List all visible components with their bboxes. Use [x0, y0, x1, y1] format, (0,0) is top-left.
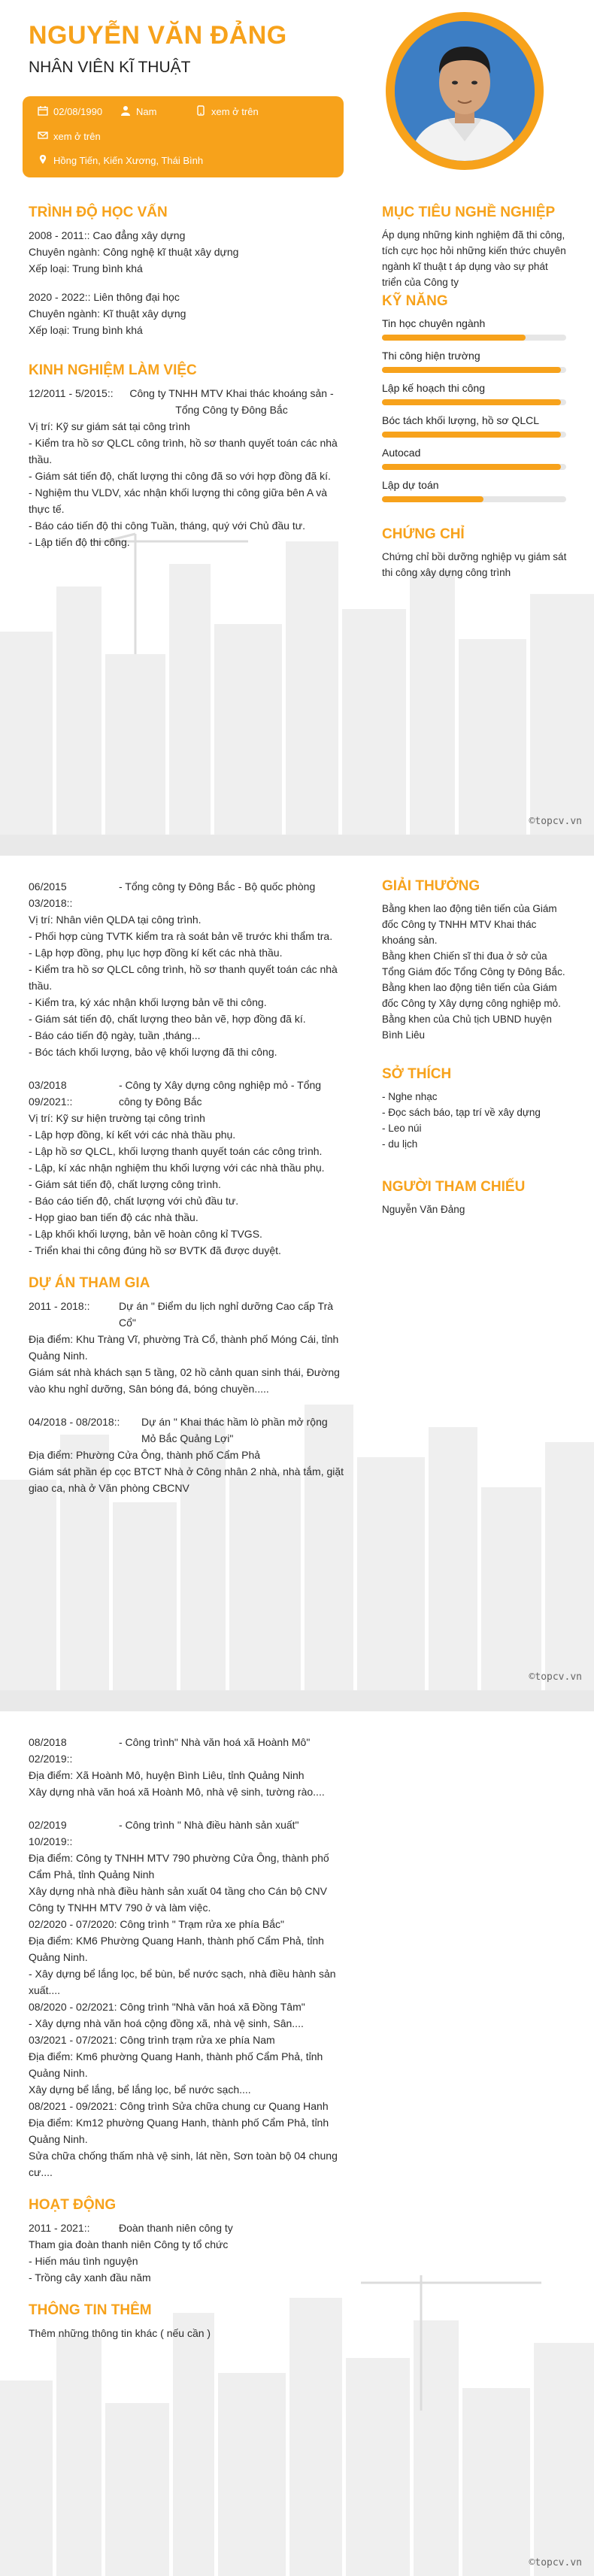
project-detail-line: Xây dựng nhà nhà điều hành sản xuất 04 tầng cho Cán bộ CNV Công ty TNHH MTV 790 ở và làm việc. [29, 1885, 327, 1914]
experience-title: KINH NGHIỆM LÀM VIỆC [29, 362, 197, 378]
phone-icon [195, 105, 206, 118]
location-icon [38, 154, 48, 167]
activity-org: Đoàn thanh niên công ty [119, 2222, 233, 2234]
experience-date-end: 03/2018:: [29, 897, 73, 909]
project-header [29, 1734, 344, 1767]
education-line: Xếp loại: Trung bình khá [29, 262, 143, 274]
experience-detail-line: - Nghiệm thu VLDV, xác nhận khối lượng thi công giữa bên A và thực tế. [29, 486, 328, 515]
person-icon [120, 105, 131, 118]
experience-detail-line: - Kiểm tra, ký xác nhận khối lượng bản vẽ thi công. [29, 996, 267, 1008]
hobbies-title: SỞ THÍCH [382, 1066, 452, 1082]
experience-detail-line: - Giám sát tiến độ, chất lượng công trình. [29, 1178, 221, 1190]
project-header [29, 1298, 344, 1331]
experience-detail-line: - Triển khai thi công đúng hồ sơ BVTK đã được duyệt. [29, 1244, 281, 1256]
project-date: 2011 - 2018:: [29, 1300, 90, 1312]
address-row [38, 154, 203, 167]
activities-title: HOẠT ĐỘNG [29, 2197, 117, 2213]
objective-text: Áp dụng những kinh nghiệm đã thi công, tích cực học hỏi những kiến thức chuyên ngành kĩ thuật t áp dụng vào sự phát triển của Công ty [382, 229, 566, 288]
experience-job-header [29, 385, 344, 418]
skill-bar-fill [382, 464, 561, 470]
project-detail-line: Địa điểm: Phường Cửa Ông, thành phố Cẩm Phả [29, 1449, 261, 1461]
email-row [38, 130, 101, 143]
award-line: Bằng khen lao động tiên tiến của Giám đốc Công ty TNHH MTV Khai thác khoáng sản. [382, 903, 557, 946]
experience-company: Công ty TNHH MTV Khai thác khoáng sản - Tổng Công ty Đông Bắc [129, 387, 334, 416]
project-date-start: 08/2018 [29, 1736, 67, 1748]
email-value: xem ở trên [53, 131, 101, 142]
project-detail-line: 02/2020 - 07/2020: Công trình " Trạm rửa xe phía Bắc" [29, 1918, 284, 1930]
project-date [29, 1817, 119, 1850]
activity-details [29, 2236, 344, 2286]
awards-section [382, 878, 570, 1043]
skill-label: Lập kế hoạch thi công [382, 382, 485, 394]
education-item [29, 227, 344, 277]
experience-date [29, 1077, 119, 1110]
phone-row [195, 105, 259, 118]
candidate-name: NGUYỄN VĂN ĐẢNG [29, 21, 287, 50]
experience-details [29, 418, 344, 550]
experience-date-start: 06/2015 [29, 880, 67, 893]
references-title: NGƯỜI THAM CHIẾU [382, 1179, 526, 1195]
experience-detail-line: - Lập hợp đồng, kí kết với các nhà thầu phụ. [29, 1129, 236, 1141]
activity-detail-line: Tham gia đoàn thanh niên Công ty tổ chức [29, 2238, 229, 2250]
cv-page-1 [0, 0, 594, 835]
experience-date-start: 03/2018 [29, 1079, 67, 1091]
experience-detail-line: - Giám sát tiến độ, chất lượng theo bản vẽ, hợp đồng đã kí. [29, 1013, 306, 1025]
project-detail-line: 08/2021 - 09/2021: Công trình Sửa chữa chung cư Quang Hanh [29, 2100, 329, 2112]
education-item [29, 289, 344, 338]
job-title: NHÂN VIÊN KĨ THUẬT [29, 59, 191, 76]
projects-title: DỰ ÁN THAM GIA [29, 1275, 150, 1291]
experience-detail-line: Vị trí: Kỹ sư giám sát tại công trình [29, 420, 190, 432]
experience-details [29, 1110, 344, 1259]
personal-info-box [23, 96, 344, 177]
experience-detail-line: - Báo cáo tiến độ thi công Tuần, tháng, quý với Chủ đầu tư. [29, 520, 306, 532]
watermark: ©topcv.vn [529, 816, 582, 827]
skill-label: Autocad [382, 447, 421, 459]
email-icon [38, 130, 48, 143]
gender-value: Nam [136, 106, 157, 117]
experience-section [29, 362, 344, 550]
project-date [29, 1734, 119, 1767]
skills-title: KỸ NĂNG [382, 293, 448, 309]
hobby-line: - Leo núi [382, 1123, 422, 1134]
experience-company: - Công ty Xây dựng công nghiệp mỏ - Tổng công ty Đông Bắc [119, 1079, 322, 1108]
project-detail-line: 03/2021 - 07/2021: Công trình trạm rửa xe phía Nam [29, 2034, 275, 2046]
address-value: Hồng Tiến, Kiến Xương, Thái Bình [53, 155, 204, 166]
project-date-start: 02/2019 [29, 1819, 67, 1831]
certificates-text: Chứng chỉ bồi dưỡng nghiệp vụ giám sát thi công xây dựng công trình [382, 551, 567, 578]
project-detail-line: Địa điểm: Khu Tràng Vĩ, phường Trà Cổ, thành phố Móng Cái, tỉnh Quảng Ninh. [29, 1333, 339, 1362]
experience-details [29, 911, 344, 1060]
experience-detail-line: - Báo cáo tiến độ, chất lượng với chủ đầu tư. [29, 1195, 239, 1207]
education-line: 2020 - 2022:: Liên thông đại học [29, 291, 180, 303]
award-line: Bằng khen của Chủ tịch UBND huyện Bình Liêu [382, 1014, 552, 1041]
education-section [29, 205, 344, 338]
project-detail-line: - Xây dựng nhà văn hoá cộng đồng xã, nhà vệ sinh, Sân.... [29, 2017, 304, 2029]
awards-title: GIẢI THƯỞNG [382, 878, 480, 894]
activity-detail-line: - Hiến máu tình nguyện [29, 2255, 138, 2267]
skill-item [382, 316, 570, 341]
hobbies-section [382, 1066, 570, 1152]
experience-detail-line: - Lập hồ sơ QLCL, khối lượng thanh quyết toán các công trình. [29, 1145, 323, 1157]
activity-detail-line: - Trồng cây xanh đầu năm [29, 2271, 151, 2284]
education-line: Xếp loại: Trung bình khá [29, 324, 143, 336]
project-detail-line: Xây dựng bể lắng, bể lắng lọc, bể nước sạch.... [29, 2084, 251, 2096]
experience-detail-line: - Lập, kí xác nhận nghiệm thu khối lượng với các nhà thầu phụ. [29, 1162, 325, 1174]
award-line: Bằng khen lao động tiên tiến của Giám đốc Công ty Xây dựng công nghiệp mỏ. [382, 982, 561, 1009]
references-section [382, 1179, 570, 1218]
skills-list [382, 316, 570, 502]
education-line: Chuyên ngành: Công nghệ kĩ thuật xây dựng [29, 246, 239, 258]
hobbies-list [382, 1089, 570, 1152]
skill-bar-fill [382, 432, 561, 438]
skill-item [382, 380, 570, 405]
project-header [29, 1414, 344, 1447]
skill-bar [382, 399, 566, 405]
skill-item [382, 445, 570, 470]
experience-job-header [29, 878, 344, 911]
projects-section-continued [29, 1734, 344, 2341]
experience-date: 12/2011 - 5/2015:: [29, 387, 114, 399]
objective-title: MỤC TIÊU NGHỀ NGHIỆP [382, 205, 556, 220]
watermark: ©topcv.vn [529, 2557, 582, 2568]
skill-bar-fill [382, 367, 561, 373]
phone-value: xem ở trên [211, 106, 259, 117]
project-detail-line: Địa điểm: KM6 Phường Quang Hanh, thành phố Cẩm Phả, tỉnh Quảng Ninh. [29, 1935, 324, 1963]
project-name: Dự án " Điểm du lịch nghỉ dưỡng Cao cấp Trà Cổ" [119, 1300, 334, 1329]
reference-name: Nguyễn Văn Đảng [382, 1204, 465, 1215]
project-detail-line: Địa điểm: Km6 phường Quang Hanh, thành phố Cẩm Phả, tỉnh Quảng Ninh. [29, 2050, 323, 2079]
project-details [29, 1331, 344, 1397]
activity-header [29, 2220, 344, 2236]
skill-bar-fill [382, 496, 483, 502]
project-detail-line: - Xây dựng bể lắng lọc, bể bùn, bể nước sạch, nhà điều hành sản xuất.... [29, 1968, 336, 1996]
skill-bar [382, 432, 566, 438]
education-line: Chuyên ngành: Kĩ thuật xây dựng [29, 308, 186, 320]
project-detail-line: Giám sát nhà khách sạn 5 tầng, 02 hồ cảnh quan sinh thái, Đường vào khu nghỉ dưỡng, Sân bóng đá, bóng chuyền..... [29, 1366, 340, 1395]
gender-row [120, 105, 156, 118]
skill-label: Thi công hiện trường [382, 350, 480, 362]
certificates-title: CHỨNG CHỈ [382, 526, 465, 542]
activity-date: 2011 - 2021:: [29, 2222, 90, 2234]
experience-detail-line: Vị trí: Nhân viên QLDA tại công trình. [29, 914, 202, 926]
certificates-section [382, 526, 570, 580]
project-detail-line: Giám sát phần ép cọc BTCT Nhà ở Công nhân 2 nhà, nhà tắm, giặt giao ca, nhà ở Văn phòng CBCNV [29, 1465, 344, 1494]
experience-job-header [29, 1077, 344, 1110]
skill-label: Tin học chuyên ngành [382, 317, 486, 329]
skill-item [382, 413, 570, 438]
watermark: ©topcv.vn [529, 1671, 582, 1683]
project-details [29, 1850, 344, 2181]
birthday-row [38, 105, 102, 118]
project-name: - Công trình" Nhà văn hoá xã Hoành Mô" [119, 1736, 311, 1748]
experience-section-continued [29, 878, 344, 1496]
project-date-end: 10/2019:: [29, 1835, 73, 1847]
skill-label: Bóc tách khối lượng, hồ sơ QLCL [382, 414, 540, 426]
experience-detail-line: - Lập khối khối lượng, bản vẽ hoàn công kỉ TVGS. [29, 1228, 262, 1240]
project-name: Dự án " Khai thác hầm lò phần mở rộng Mỏ Bắc Quảng Lợi" [141, 1416, 328, 1444]
experience-detail-line: - Kiểm tra hồ sơ QLCL công trình, hồ sơ thanh quyết toán các nhà thầu. [29, 437, 338, 465]
project-detail-line: Xây dựng nhà văn hoá xã Hoành Mô, nhà vệ sinh, tường rào.... [29, 1786, 325, 1798]
avatar [395, 21, 535, 161]
experience-date [29, 878, 119, 911]
project-date: 04/2018 - 08/2018:: [29, 1416, 120, 1428]
extra-info-title: THÔNG TIN THÊM [29, 2302, 152, 2318]
project-detail-line: Địa điểm: Công ty TNHH MTV 790 phường Cửa Ông, thành phố Cẩm Phả, tỉnh Quảng Ninh [29, 1852, 329, 1880]
skill-bar-fill [382, 335, 526, 341]
experience-detail-line: Vị trí: Kỹ sư hiện trường tại công trình [29, 1112, 205, 1124]
experience-detail-line: - Họp giao ban tiến độ các nhà thầu. [29, 1211, 199, 1223]
education-line: 2008 - 2011:: Cao đẳng xây dựng [29, 229, 186, 241]
skill-bar [382, 496, 566, 502]
experience-company: - Tổng công ty Đông Bắc - Bộ quốc phòng [119, 880, 316, 893]
project-date-end: 02/2019:: [29, 1753, 73, 1765]
project-details [29, 1767, 344, 1800]
experience-detail-line: - Bóc tách khối lượng, bảo vệ khối lượng đã thi công. [29, 1046, 277, 1058]
calendar-icon [38, 105, 48, 118]
project-header [29, 1817, 344, 1850]
award-line: Bằng khen Chiến sĩ thi đua ở sở của Tổng Giám đốc Tổng Công ty Đông Bắc. [382, 950, 565, 977]
skill-item [382, 477, 570, 502]
skill-label: Lập dự toán [382, 479, 439, 491]
hobby-line: - Nghe nhạc [382, 1091, 438, 1102]
experience-date-end: 09/2021:: [29, 1096, 73, 1108]
experience-detail-line: - Lập tiến độ thi công. [29, 536, 130, 548]
objective-section [382, 205, 570, 290]
project-detail-line: Sửa chữa chống thấm nhà vệ sinh, lát nền, Sơn toàn bộ 04 chung cư.... [29, 2150, 338, 2178]
skill-bar [382, 464, 566, 470]
experience-detail-line: - Lập hợp đồng, phụ lục hợp đồng kí kết các nhà thầu. [29, 947, 283, 959]
skill-item [382, 348, 570, 373]
experience-detail-line: - Kiểm tra hồ sơ QLCL công trình, hồ sơ thanh quyết toán các nhà thầu. [29, 963, 338, 992]
skill-bar-fill [382, 399, 561, 405]
hobby-line: - du lịch [382, 1138, 418, 1150]
awards-list [382, 901, 570, 1043]
birthday-value: 02/08/1990 [53, 106, 103, 117]
experience-detail-line: - Phối hợp cùng TVTK kiểm tra rà soát bản vẽ trước khi thẩm tra. [29, 930, 333, 942]
experience-detail-line: - Báo cáo tiến độ ngày, tuần ,tháng... [29, 1029, 201, 1041]
skill-bar [382, 367, 566, 373]
project-details [29, 1447, 344, 1496]
project-detail-line: Địa điểm: Km12 phường Quang Hanh, thành phố Cẩm Phả, tỉnh Quảng Ninh. [29, 2117, 329, 2145]
education-title: TRÌNH ĐỘ HỌC VẤN [29, 205, 168, 220]
project-detail-line: Địa điểm: Xã Hoành Mô, huyện Bình Liêu, tỉnh Quảng Ninh [29, 1769, 305, 1781]
skill-bar [382, 335, 566, 341]
skills-section [382, 293, 570, 510]
extra-info-text: Thêm những thông tin khác ( nếu cần ) [29, 2327, 211, 2339]
cv-page-2 [0, 856, 594, 1690]
hobby-line: - Đọc sách báo, tạp trí về xây dựng [382, 1107, 541, 1118]
project-detail-line: 08/2020 - 02/2021: Công trình "Nhà văn hoá xã Đồng Tâm" [29, 2001, 305, 2013]
experience-detail-line: - Giám sát tiến độ, chất lượng thi công đã so với hợp đồng đã kí. [29, 470, 331, 482]
cv-page-3 [0, 1711, 594, 2576]
project-name: - Công trình " Nhà điều hành sản xuất" [119, 1819, 299, 1831]
